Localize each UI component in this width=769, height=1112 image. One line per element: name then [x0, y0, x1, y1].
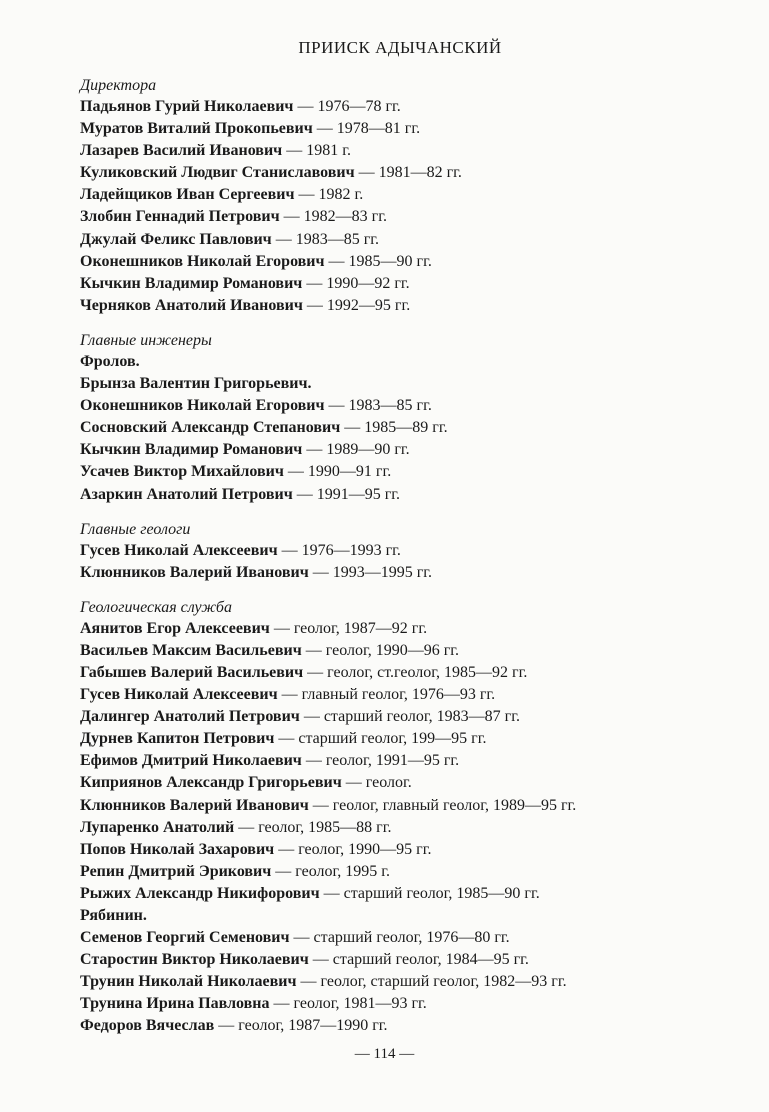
- person-details: — старший геолог, 1984—95 гг.: [308, 951, 529, 969]
- person-details: — 1990—91 гг.: [283, 463, 392, 481]
- person-details: — геолог, 1991—95 гг.: [301, 752, 460, 770]
- person-details: — 1978—81 гг.: [312, 120, 421, 138]
- person-name: Усачев Виктор Михайлович: [80, 463, 284, 481]
- list-item: [80, 640, 720, 662]
- section-geological-service: [80, 598, 720, 1038]
- person-details: — геолог, 1987—92 гг.: [269, 619, 428, 637]
- person-details: — 1991—95 гг.: [292, 485, 401, 503]
- person-name: Черняков Анатолий Иванович: [80, 296, 303, 314]
- section-heading: Директора: [80, 77, 157, 94]
- person-details: — 1992—95 гг.: [302, 296, 411, 314]
- section-heading: Главные геологи: [80, 520, 191, 538]
- person-name: Гусев Николай Алексеевич: [80, 541, 278, 559]
- list-item: [80, 662, 720, 684]
- person-details: — 1982 г.: [294, 186, 364, 204]
- list-item: [80, 273, 720, 295]
- person-name: Кычкин Владимир Романович: [80, 274, 303, 292]
- person-details: — старший геолог, 199—95 гг.: [274, 730, 487, 748]
- person-details: — геолог.: [341, 774, 412, 792]
- person-name: Васильев Максим Васильевич: [80, 641, 302, 659]
- list-item: [80, 927, 720, 949]
- list-item: [80, 395, 720, 417]
- page-number: — 114 —: [354, 1046, 415, 1062]
- person-details: — геолог, старший геолог, 1982—93 гг.: [296, 973, 567, 991]
- person-details: — 1989—90 гг.: [302, 441, 410, 459]
- list-item: [80, 750, 720, 772]
- person-name: Сосновский Александр Степанович: [80, 419, 341, 437]
- person-name: Киприянов Александр Григорьевич: [80, 774, 342, 792]
- page-content: [80, 38, 720, 1038]
- person-details: — 1993—1995 гг.: [308, 563, 433, 581]
- person-name: Кычкин Владимир Романович: [80, 441, 303, 459]
- person-name: Азаркин Анатолий Петрович: [80, 485, 293, 503]
- list-item: [80, 439, 720, 461]
- person-name: Габышев Валерий Васильевич: [80, 663, 304, 681]
- person-name: Падьянов Гурий Николаевич: [80, 98, 294, 115]
- person-name: Клюнников Валерий Иванович: [80, 563, 309, 581]
- person-details: — 1976—1993 гг.: [277, 541, 401, 559]
- list-item: [80, 351, 720, 373]
- list-item: [80, 905, 720, 927]
- person-details: — геолог, 1995 г.: [271, 862, 391, 880]
- person-details: — 1985—89 гг.: [340, 419, 448, 437]
- list-item: [80, 993, 720, 1015]
- list-item: [80, 618, 720, 640]
- list-item: [80, 484, 720, 506]
- list-item: [80, 562, 720, 584]
- person-name: Лазарев Василий Иванович: [80, 142, 283, 160]
- list-item: [80, 229, 720, 251]
- person-name: Фролов.: [80, 352, 140, 370]
- person-name: Далингер Анатолий Петрович: [80, 708, 300, 726]
- list-item: [80, 883, 720, 905]
- list-item: [80, 96, 720, 118]
- person-name: Трунин Николай Николаевич: [80, 973, 297, 991]
- person-name: Федоров Вячеслав: [80, 1017, 215, 1035]
- list-item: [80, 949, 720, 971]
- person-name: Гусев Николай Алексеевич: [80, 686, 278, 704]
- person-name: Аянитов Егор Алексеевич: [80, 619, 270, 637]
- person-details: — 1981 г.: [282, 142, 351, 160]
- person-details: — геолог, 1990—96 гг.: [301, 641, 460, 659]
- person-details: — геолог, ст.геолог, 1985—92 гг.: [303, 663, 528, 681]
- list-item: [80, 728, 720, 750]
- person-details: — геолог, 1987—1990 гг.: [214, 1017, 388, 1035]
- person-name: Рыжих Александр Никифорович: [80, 884, 320, 902]
- person-name: Семенов Георгий Семенович: [80, 929, 290, 947]
- section-heading: Главные инженеры: [80, 331, 212, 349]
- person-name: Джулай Феликс Павлович: [80, 230, 272, 248]
- person-name: Оконешников Николай Егорович: [80, 397, 325, 415]
- person-name: Попов Николай Захарович: [80, 840, 275, 858]
- list-item: [80, 295, 720, 317]
- person-name: Ефимов Дмитрий Николаевич: [80, 752, 302, 770]
- person-name: Репин Дмитрий Эрикович: [80, 862, 272, 880]
- person-name: Старостин Виктор Николаевич: [80, 951, 309, 969]
- person-name: Клюнников Валерий Иванович: [80, 796, 309, 814]
- list-item: [80, 861, 720, 883]
- list-item: [80, 251, 720, 273]
- person-details: — геолог, 1981—93 гг.: [269, 995, 427, 1013]
- list-item: [80, 206, 720, 228]
- list-item: [80, 684, 720, 706]
- list-item: [80, 772, 720, 794]
- person-details: — 1990—92 гг.: [302, 274, 410, 292]
- list-item: [80, 461, 720, 483]
- list-item: [80, 140, 720, 162]
- person-details: — геолог, 1985—88 гг.: [234, 818, 392, 836]
- person-name: Брынза Валентин Григорьевич.: [80, 375, 312, 393]
- person-details: — 1981—82 гг.: [354, 164, 462, 182]
- list-item: [80, 184, 720, 206]
- person-name: Куликовский Людвиг Станиславович: [80, 164, 355, 182]
- person-details: — 1985—90 гг.: [324, 252, 432, 270]
- list-item: [80, 817, 720, 839]
- person-details: — старший геолог, 1983—87 гг.: [299, 708, 520, 726]
- person-details: — старший геолог, 1976—80 гг.: [289, 929, 510, 947]
- list-item: [80, 1015, 720, 1037]
- person-name: Лупаренко Анатолий: [80, 818, 235, 836]
- person-name: Муратов Виталий Прокопьевич: [80, 120, 313, 138]
- person-details: — старший геолог, 1985—90 гг.: [319, 884, 540, 902]
- person-details: — 1976—78 гг.: [293, 98, 401, 115]
- person-details: — 1982—83 гг.: [279, 208, 387, 226]
- person-details: — 1983—85 гг.: [324, 397, 432, 415]
- list-item: [80, 118, 720, 140]
- list-item: [80, 540, 720, 562]
- person-details: — геолог, 1990—95 гг.: [274, 840, 432, 858]
- section-chief-geologists: [80, 520, 720, 584]
- person-name: Оконешников Николай Егорович: [80, 252, 325, 270]
- person-details: — 1983—85 гг.: [271, 230, 380, 248]
- list-item: [80, 706, 720, 728]
- section-heading: Геологическая служба: [80, 598, 232, 616]
- section-directors: [80, 76, 720, 317]
- person-details: — главный геолог, 1976—93 гг.: [277, 686, 496, 704]
- page-title: ПРИИСК АДЫЧАНСКИЙ: [298, 38, 502, 57]
- person-name: Ладейщиков Иван Сергеевич: [80, 186, 295, 204]
- list-item: [80, 417, 720, 439]
- list-item: [80, 373, 720, 395]
- list-item: [80, 795, 720, 817]
- person-details: — геолог, главный геолог, 1989—95 гг.: [308, 796, 577, 814]
- list-item: [80, 839, 720, 861]
- person-name: Рябинин.: [80, 907, 147, 924]
- list-item: [80, 162, 720, 184]
- person-name: Трунина Ирина Павловна: [80, 995, 270, 1013]
- section-chief-engineers: [80, 331, 720, 506]
- person-name: Злобин Геннадий Петрович: [80, 208, 280, 226]
- list-item: [80, 971, 720, 993]
- person-name: Дурнев Капитон Петрович: [80, 730, 275, 748]
